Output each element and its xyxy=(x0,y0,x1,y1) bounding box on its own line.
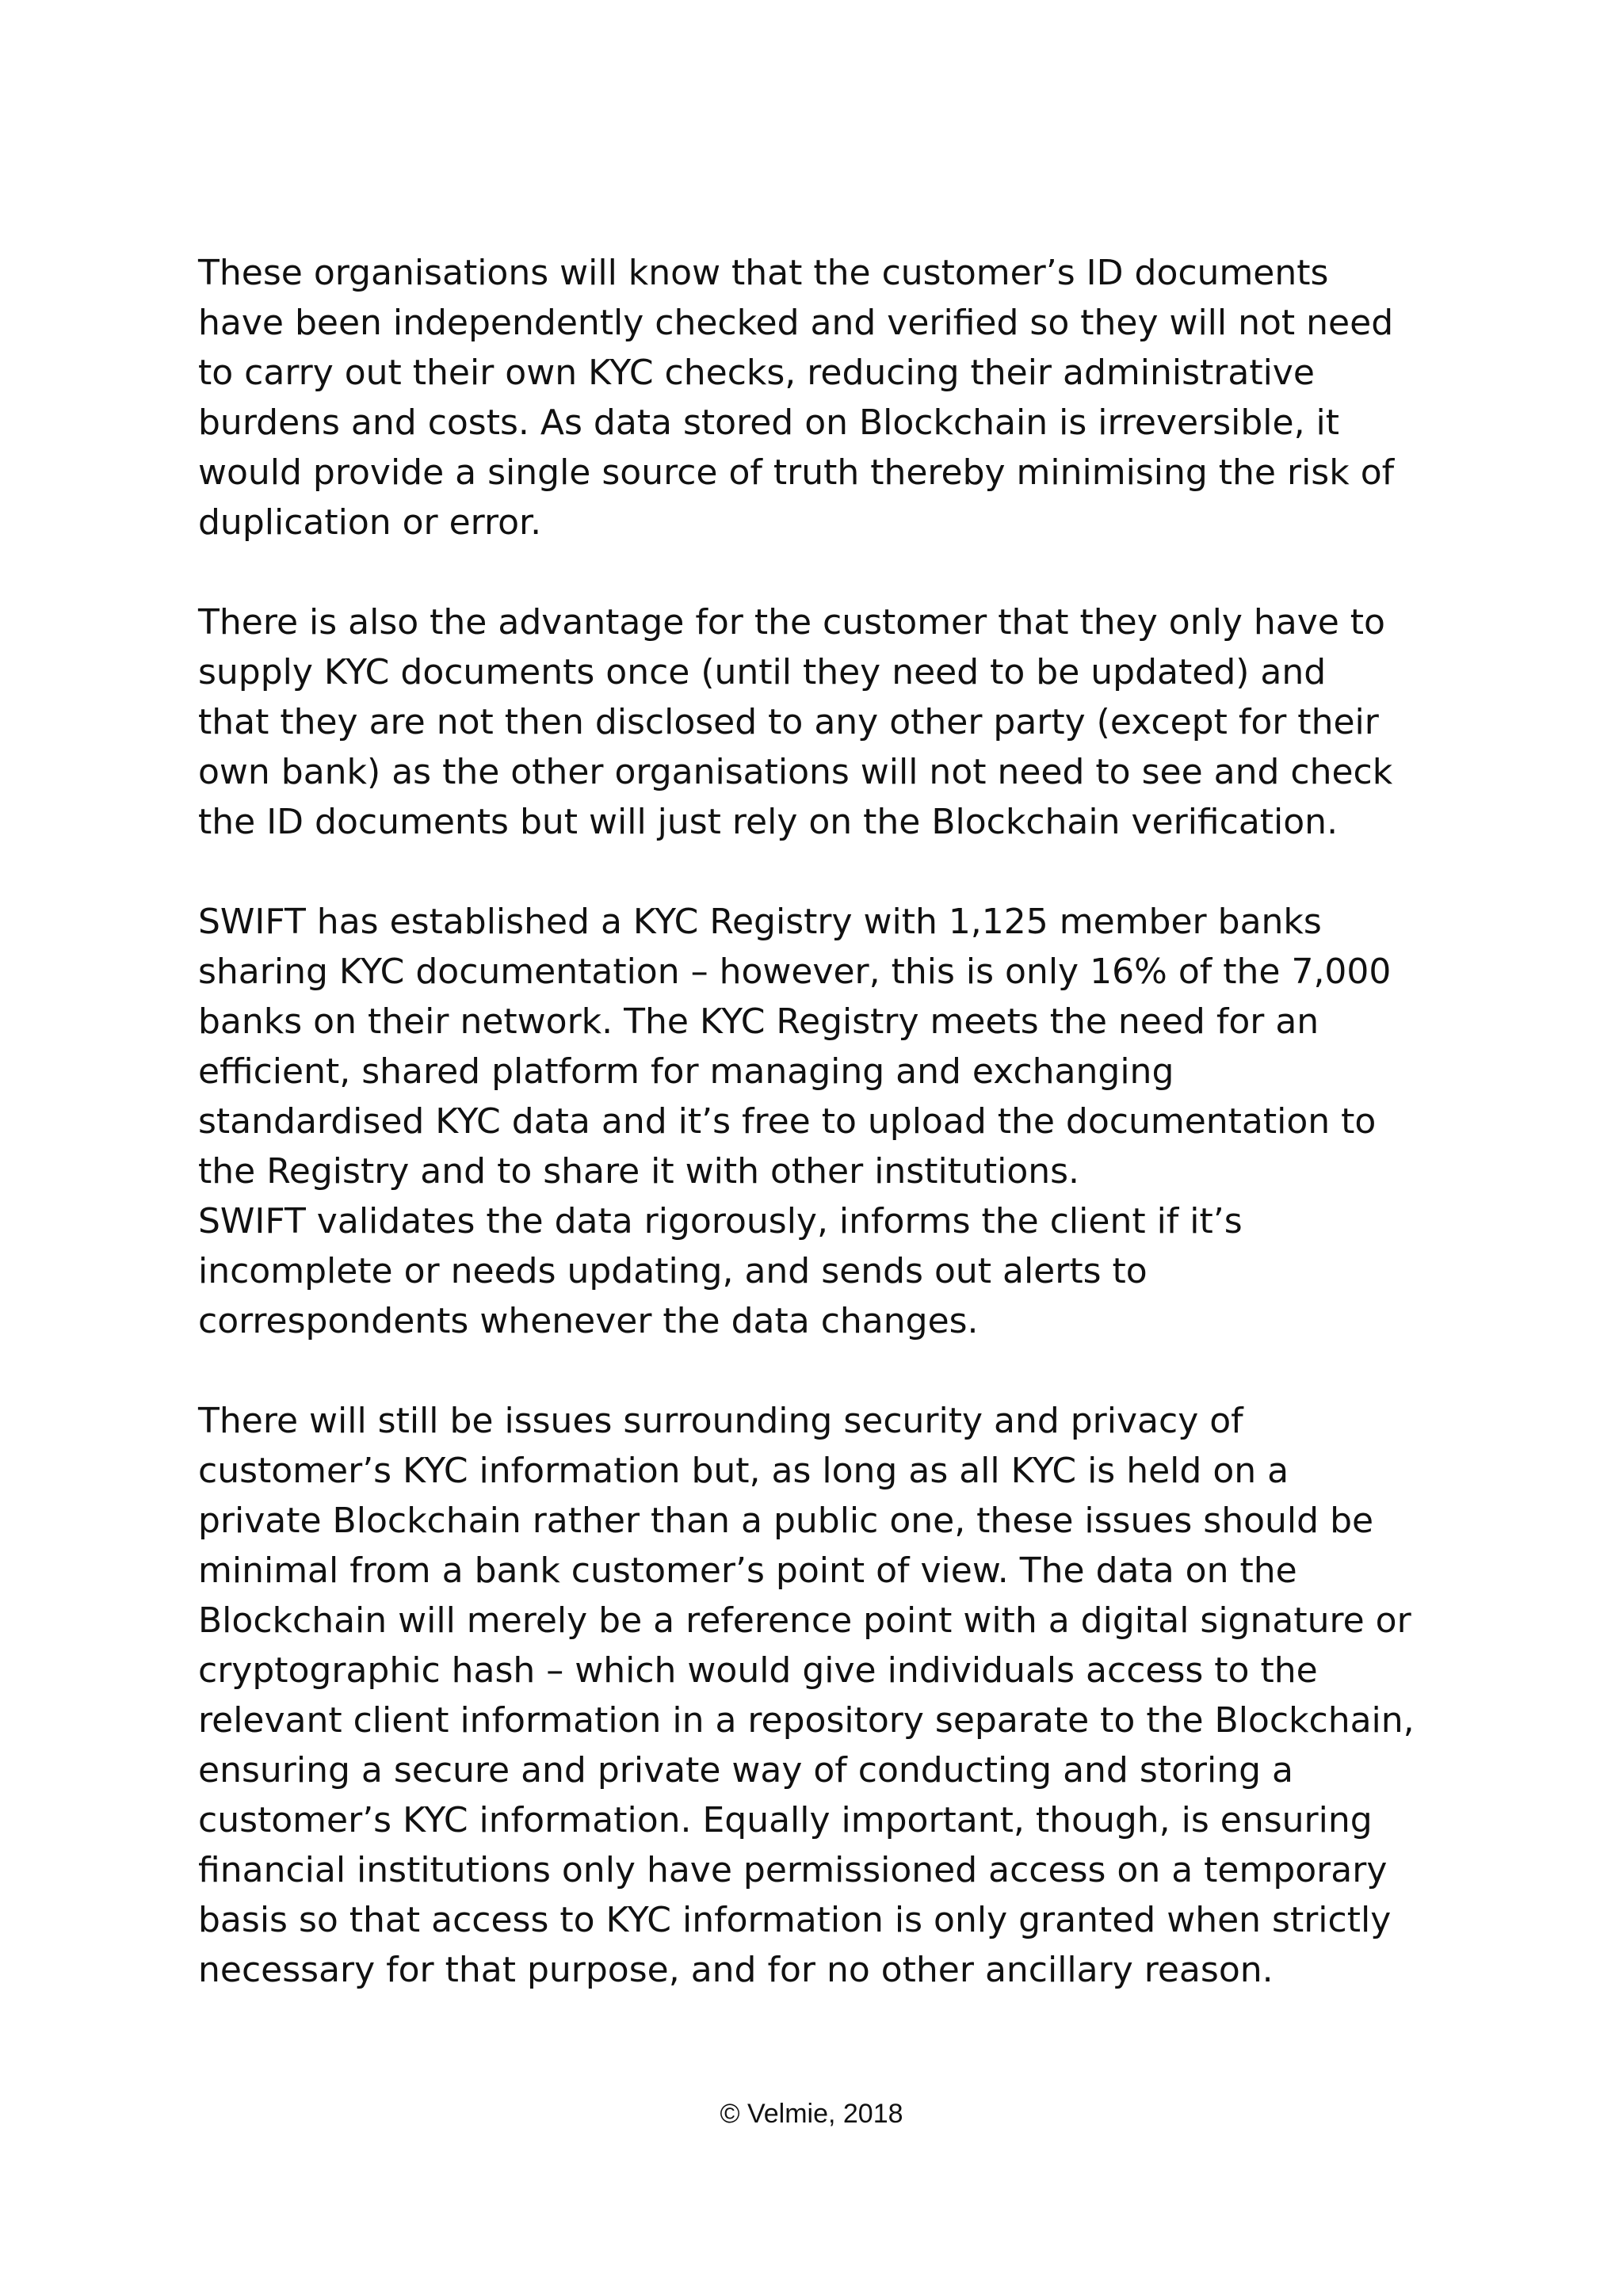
text-line: standardised KYC data and it’s free to upload the documentation to xyxy=(198,1101,1377,1142)
text-line: would provide a single source of truth thereby minimising the risk of xyxy=(198,452,1395,493)
text-line: the ID documents but will just rely on the Blockchain verification. xyxy=(198,802,1338,842)
text-line: efficient, shared platform for managing and exchanging xyxy=(198,1051,1174,1092)
paragraph-gap xyxy=(198,847,1482,897)
body-text xyxy=(198,248,1482,1995)
text-line: that they are not then disclosed to any other party (except for their xyxy=(198,702,1379,742)
text-line: the Registry and to share it with other institutions. xyxy=(198,1151,1080,1192)
text-line: relevant client information in a repository separate to the Blockchain, xyxy=(198,1700,1415,1741)
text-line: There is also the advantage for the customer that they only have to xyxy=(198,602,1385,643)
text-line: ensuring a secure and private way of conducting and storing a xyxy=(198,1750,1294,1791)
text-line: necessary for that purpose, and for no other ancillary reason. xyxy=(198,1950,1274,1990)
text-line: minimal from a bank customer’s point of view. The data on the xyxy=(198,1550,1297,1591)
text-line: incomplete or needs updating, and sends out alerts to xyxy=(198,1251,1148,1291)
paragraph-gap xyxy=(198,547,1482,597)
text-line: have been independently checked and verified so they will not need xyxy=(198,303,1394,343)
paragraph-4 xyxy=(198,1396,1482,1995)
text-line: basis so that access to KYC information is only granted when strictly xyxy=(198,1900,1392,1940)
text-line: There will still be issues surrounding security and privacy of xyxy=(198,1401,1243,1441)
text-line: to carry out their own KYC checks, reducing their administrative xyxy=(198,353,1315,393)
text-line: sharing KYC documentation – however, this is only 16% of the 7,000 xyxy=(198,952,1392,992)
paragraph-3 xyxy=(198,897,1482,1346)
text-line: Blockchain will merely be a reference point with a digital signature or xyxy=(198,1600,1411,1641)
text-line: customer’s KYC information. Equally important, though, is ensuring xyxy=(198,1800,1373,1840)
paragraph-2 xyxy=(198,597,1482,847)
text-line: own bank) as the other organisations will not need to see and check xyxy=(198,752,1393,792)
text-line: duplication or error. xyxy=(198,502,542,543)
text-line: supply KYC documents once (until they need to be updated) and xyxy=(198,652,1327,692)
text-line: banks on their network. The KYC Registry meets the need for an xyxy=(198,1001,1319,1042)
text-line: correspondents whenever the data changes. xyxy=(198,1301,979,1341)
text-line: financial institutions only have permissioned access on a temporary xyxy=(198,1850,1388,1890)
text-line: cryptographic hash – which would give individuals access to the xyxy=(198,1650,1318,1691)
text-line: private Blockchain rather than a public one, these issues should be xyxy=(198,1501,1374,1541)
paragraph-gap xyxy=(198,1346,1482,1396)
paragraph-1 xyxy=(198,248,1482,547)
text-line: These organisations will know that the customer’s ID documents xyxy=(198,253,1329,293)
text-line: customer’s KYC information but, as long as all KYC is held on a xyxy=(198,1451,1289,1491)
text-line: burdens and costs. As data stored on Blockchain is irreversible, it xyxy=(198,402,1340,443)
footer-copyright: © Velmie, 2018 xyxy=(720,2099,903,2129)
text-line: SWIFT has established a KYC Registry with 1,125 member banks xyxy=(198,902,1322,942)
text-line: SWIFT validates the data rigorously, informs the client if it’s xyxy=(198,1201,1243,1241)
